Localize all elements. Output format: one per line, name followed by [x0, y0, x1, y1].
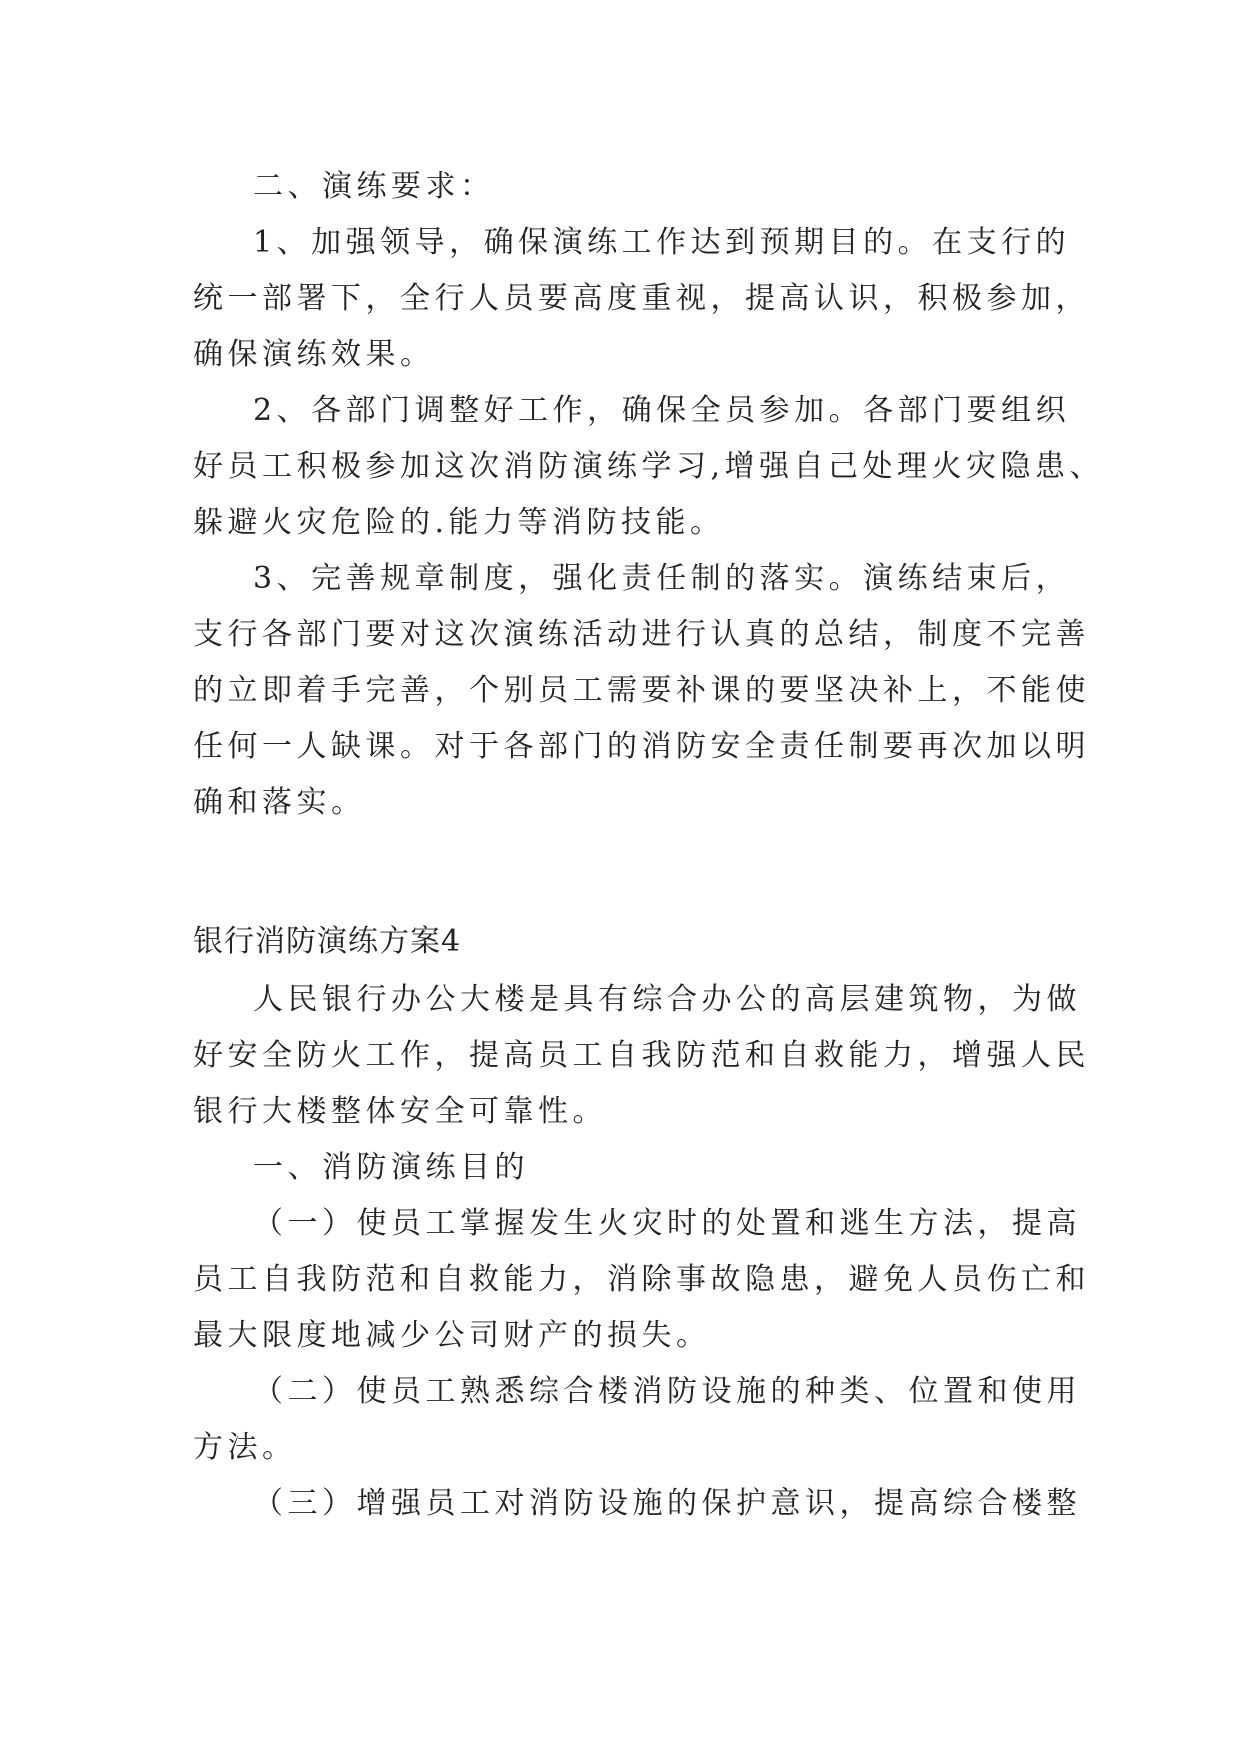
text-line: 统一部署下，全行人员要高度重视，提高认识，积极参加，: [193, 281, 1090, 316]
text-line: 好安全防火工作，提高员工自我防范和自救能力，增强人民: [193, 1038, 1090, 1073]
text-line: 确保演练效果。: [193, 337, 435, 372]
document-title: 银行消防演练方案4: [193, 924, 462, 959]
text-line: 任何一人缺课。对于各部门的消防安全责任制要再次加以明: [193, 729, 1090, 764]
text-line: 3、完善规章制度，强化责任制的落实。演练结束后，: [253, 561, 1071, 596]
text-line: （二）使员工熟悉综合楼消防设施的种类、位置和使用: [253, 1374, 1081, 1409]
text-line: 2、各部门调整好工作，确保全员参加。各部门要组织: [253, 393, 1071, 428]
text-line: 1、加强领导，确保演练工作达到预期目的。在支行的: [253, 225, 1071, 260]
text-line: 银行大楼整体安全可靠性。: [193, 1094, 607, 1129]
section-heading-drill-requirements: 二、演练要求：: [253, 169, 495, 204]
text-line: 最大限度地减少公司财产的损失。: [193, 1318, 711, 1353]
text-line: （三）增强员工对消防设施的保护意识，提高综合楼整: [253, 1486, 1081, 1521]
text-line: 好员工积极参加这次消防演练学习,增强自己处理火灾隐患、: [193, 449, 1105, 484]
text-line: 的立即着手完善，个别员工需要补课的要坚决补上，不能使: [193, 673, 1090, 708]
text-line: 员工自我防范和自救能力，消除事故隐患，避免人员伤亡和: [193, 1262, 1090, 1297]
text-line: 确和落实。: [193, 785, 366, 820]
text-line: 躲避火灾危险的.能力等消防技能。: [193, 505, 725, 540]
text-line: 人民银行办公大楼是具有综合办公的高层建筑物，为做: [253, 982, 1081, 1017]
text-line: 方法。: [193, 1430, 297, 1465]
text-line: （一）使员工掌握发生火灾时的处置和逃生方法，提高: [253, 1206, 1081, 1241]
section-heading-drill-purpose: 一、消防演练目的: [253, 1150, 529, 1185]
text-line: 支行各部门要对这次演练活动进行认真的总结，制度不完善: [193, 617, 1090, 652]
